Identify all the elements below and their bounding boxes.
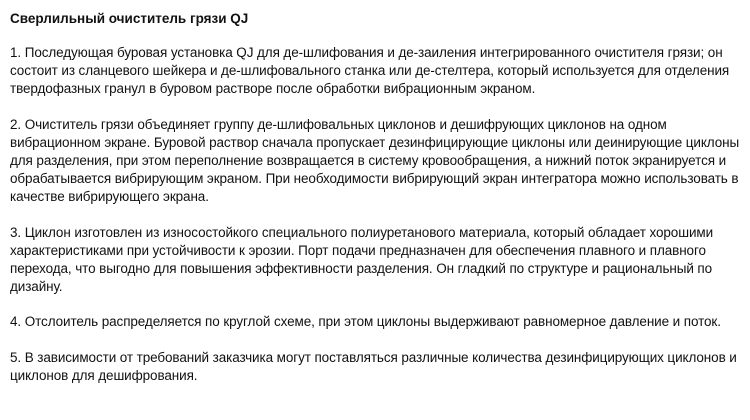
paragraph-1: 1. Последующая буровая установка QJ для де-шлифования и де-заиления интегрированного очистителя грязи; он состоит из сланцевого шейкера и де-шлифовального станка или де-стелтера, который используется для отделения твердофазных гранул в буровом растворе после обработки вибрационным экраном. (10, 45, 730, 97)
paragraph-3: 3. Циклон изготовлен из износостойкого специального полиуретанового материала, который обладает хорошими характеристиками при устойчивости к эрозии. Порт подачи предназначен для обеспечения плавного и плавного перехода, что выгодно для повышения эффективности разделения. Он гладкий по структуре и рациональный по дизайну. (10, 224, 714, 295)
paragraph-2: 2. Очиститель грязи объединяет группу де-шлифовальных циклонов и дешифрующих циклонов на одном вибрационном экране. Буровой раствор сначала пропускает дезинфицирующие циклоны или деинирующие циклоны для разделения, при этом переполнение возвращается в систему кровообращения, а нижний поток экранируется и обрабатывается вибрирующим экраном. При необходимости вибрирующий экран интегратора можно использовать в качестве вибрирующего экрана. (10, 116, 740, 205)
document-title: Сверлильный очиститель грязи QJ (10, 11, 249, 26)
paragraph-5: 5. В зависимости от требований заказчика могут поставляться различные количества дезинфицирующих циклонов и циклонов для дешифрования. (10, 349, 737, 383)
paragraph-4: 4. Отслоитель распределяется по круглой схеме, при этом циклоны выдерживают равномерное давление и поток. (10, 314, 721, 330)
